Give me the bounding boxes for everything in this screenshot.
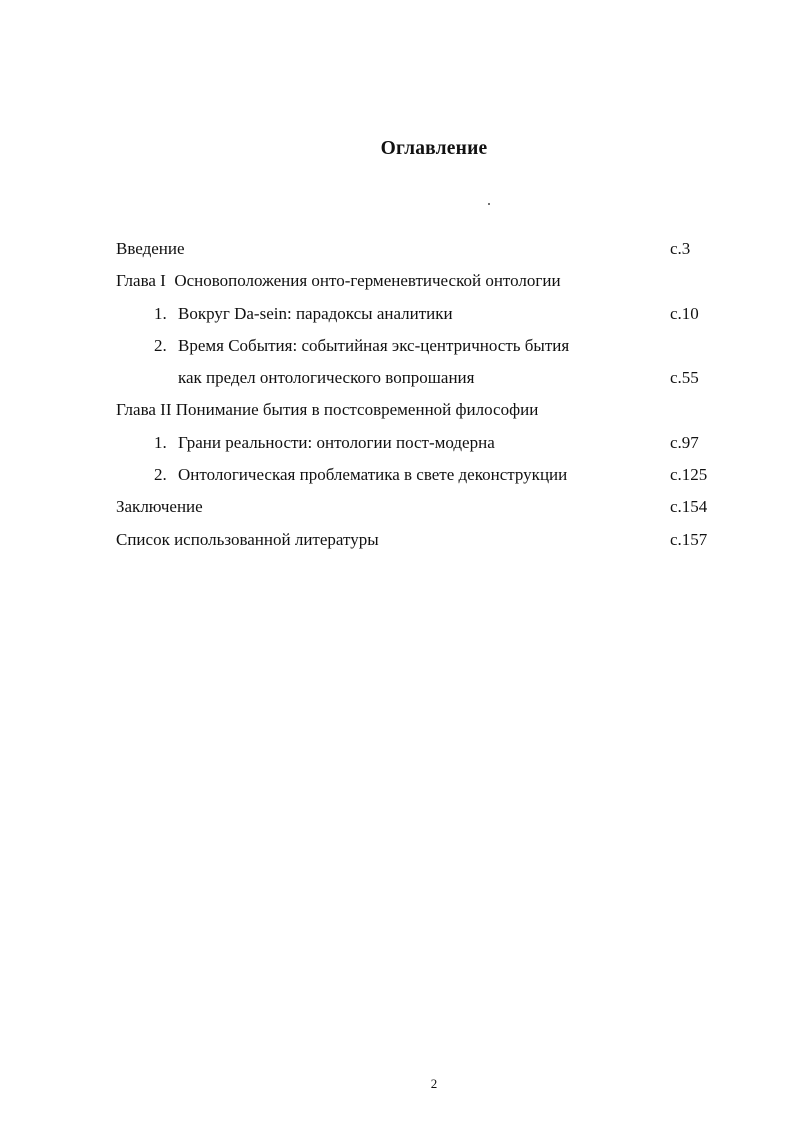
toc-entry-title: Введение	[116, 239, 185, 258]
toc-entry-page: с.157	[670, 529, 708, 549]
toc-entry-chapter-1	[116, 268, 716, 300]
toc-entry-title: Глава I Основоположения онто-герменевтической онтологии	[116, 271, 561, 291]
toc-entry-title: Вокруг Da-sein: парадоксы аналитики	[178, 303, 453, 323]
toc-entry-chapter-1-section-2	[116, 333, 716, 365]
toc-entry-number: 2.	[154, 465, 167, 485]
toc-entry-chapter-1-section-1	[116, 301, 716, 333]
toc-entry-page: с.154	[670, 497, 708, 517]
toc-entry-chapter-2-section-2	[116, 462, 716, 494]
toc-entry-chapter-2-section-1	[116, 430, 716, 462]
toc-entry-introduction	[116, 236, 716, 268]
toc-entry-chapter-2	[116, 397, 716, 429]
toc-entry-title: Грани реальности: онтологии пост-модерна	[178, 432, 495, 452]
toc-entry-number: 2.	[154, 335, 167, 355]
page-title: Оглавление	[380, 138, 488, 159]
toc-entry-number: 1.	[154, 432, 167, 452]
table-of-contents	[116, 236, 716, 559]
toc-entry-title: Список использованной литературы	[116, 529, 379, 549]
toc-entry-title: Онтологическая проблематика в свете деконструкции	[178, 465, 568, 485]
toc-entry-number: 1.	[154, 303, 167, 323]
scan-speck	[488, 203, 490, 205]
toc-entry-title: Время События: событийная экс-центричность бытия	[178, 335, 570, 355]
toc-entry-page: с.10	[670, 303, 699, 323]
toc-entry-page: с.3	[670, 239, 691, 258]
toc-entry-bibliography	[116, 527, 716, 559]
toc-entry-title: как предел онтологического вопрошания	[178, 368, 475, 388]
toc-entry-title: Глава II Понимание бытия в постсовременной философии	[116, 400, 539, 420]
toc-entry-page: с.125	[670, 465, 708, 485]
toc-entry-conclusion	[116, 494, 716, 526]
toc-entry-page: с.55	[670, 368, 699, 388]
toc-entry-title: Заключение	[116, 497, 203, 517]
toc-entry-page: с.97	[670, 432, 699, 452]
page-number: 2	[430, 1076, 438, 1091]
toc-entry-chapter-1-section-2-continued	[116, 365, 716, 397]
